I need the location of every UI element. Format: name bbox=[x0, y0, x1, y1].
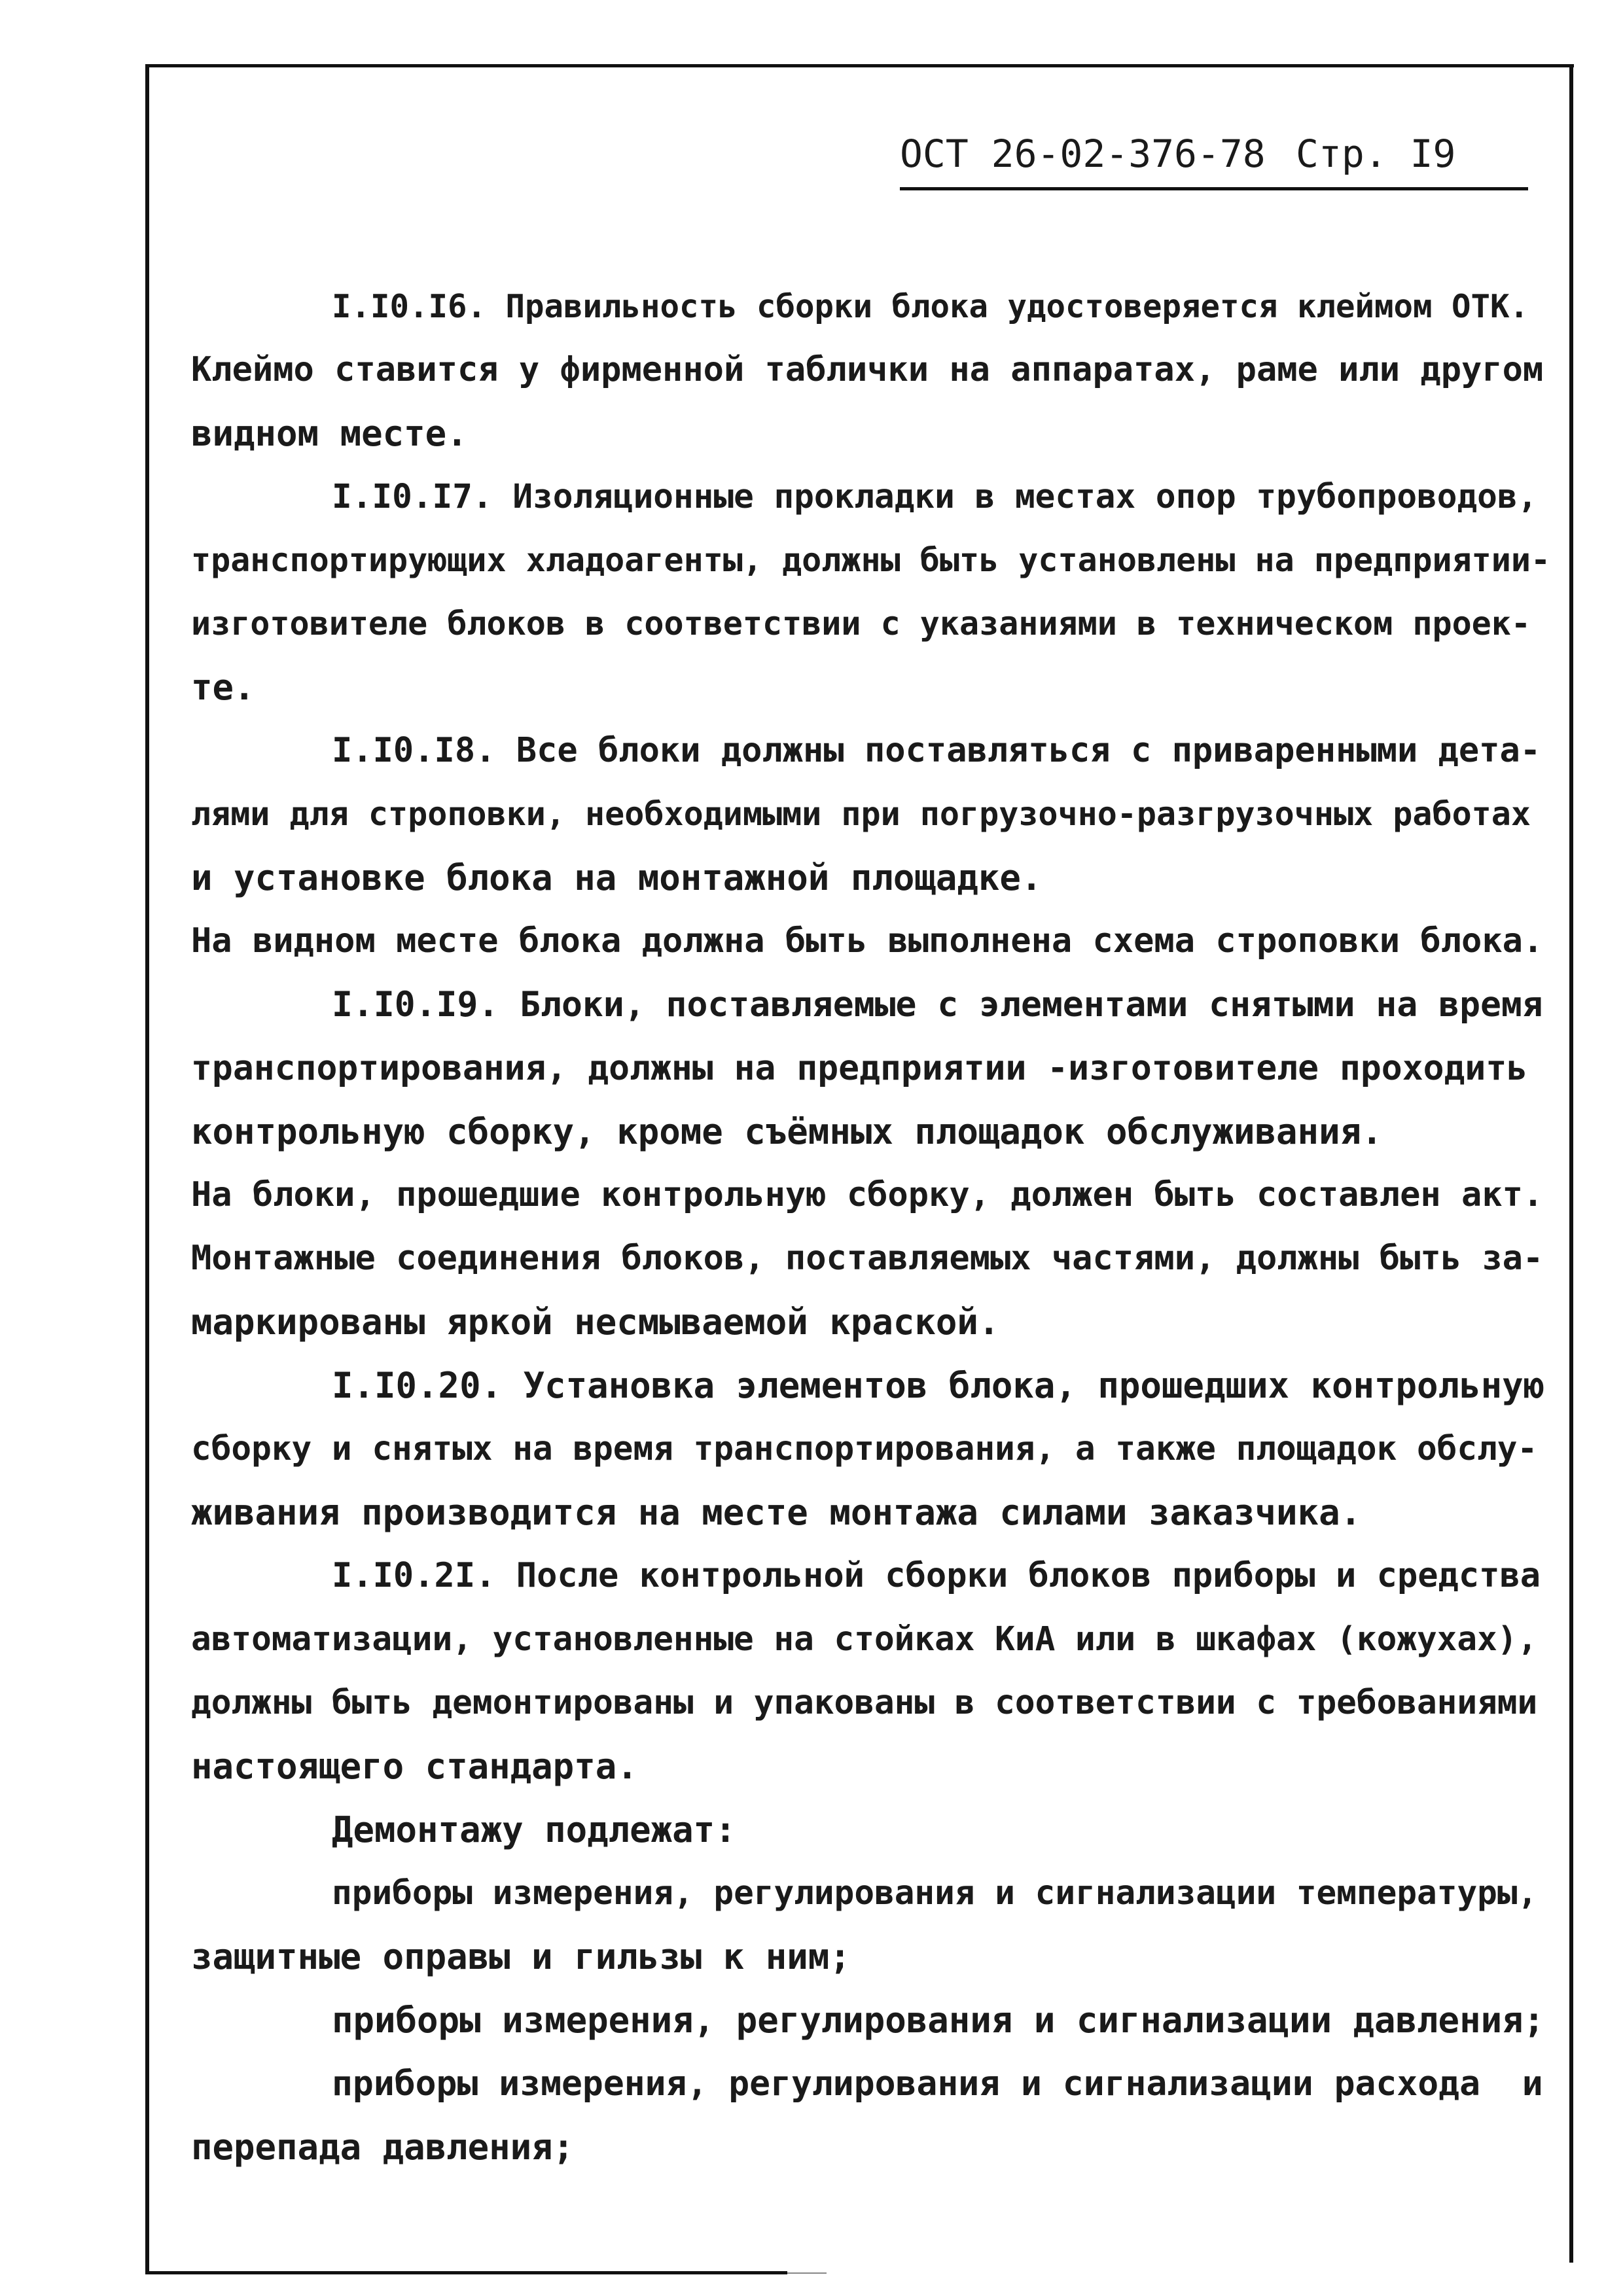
text-line: I.I0.2I. После контрольной сборки блоков приборы и средства bbox=[332, 1556, 1541, 1595]
page-number: Стр. I9 bbox=[1296, 132, 1456, 176]
text-line: автоматизации, установленные на стойках КиА или в шкафах (кожухах), bbox=[191, 1620, 1538, 1659]
header-underline bbox=[900, 187, 1528, 190]
text-line: I.I0.I6. Правильность сборки блока удостоверяется клеймом ОТК. bbox=[332, 288, 1529, 325]
document-body bbox=[191, 275, 1552, 2179]
text-line: защитные оправы и гильзы к ним; bbox=[191, 1936, 851, 1977]
text-line: транспортирования, должны на предприятии -изготовителе проходить bbox=[191, 1048, 1528, 1088]
text-line: изготовителе блоков в соответствии с указаниями в техническом проек- bbox=[191, 605, 1531, 643]
text-line: приборы измерения, регулирования и сигнализации расхода и bbox=[332, 2064, 1543, 2104]
frame-top-border bbox=[147, 64, 1574, 67]
text-line: транспортирующих хладоагенты, должны быть установлены на предприятии- bbox=[191, 541, 1551, 579]
text-line: I.I0.I7. Изоляционные прокладки в местах опор трубопроводов, bbox=[332, 478, 1538, 516]
text-line: видном месте. bbox=[191, 413, 468, 454]
text-line: лями для строповки, необходимыми при погрузочно-разгрузочных работах bbox=[191, 795, 1531, 833]
text-line: Клеймо ставится у фирменной таблички на аппаратах, раме или другом bbox=[191, 350, 1544, 389]
text-line: I.I0.I8. Все блоки должны поставляться с приваренными дета- bbox=[332, 731, 1541, 770]
text-line: настоящего стандарта. bbox=[191, 1746, 638, 1787]
text-line: живания производится на месте монтажа силами заказчика. bbox=[191, 1492, 1362, 1533]
frame-bottom-border-faint bbox=[787, 2272, 827, 2274]
text-line: маркированы яркой несмываемой краской. bbox=[191, 1301, 1000, 1343]
document-code: ОСТ 26-02-376-78 bbox=[900, 132, 1266, 176]
text-line: перепада давления; bbox=[191, 2127, 575, 2168]
text-line: I.I0.20. Установка элементов блока, прошедших контрольную bbox=[332, 1365, 1545, 1406]
text-line: На блоки, прошедшие контрольную сборку, должен быть составлен акт. bbox=[191, 1175, 1544, 1214]
text-line: На видном месте блока должна быть выполнена схема строповки блока. bbox=[191, 921, 1544, 961]
text-line: Монтажные соединения блоков, поставляемых частями, должны быть за- bbox=[191, 1239, 1544, 1278]
text-line: Демонтажу подлежат: bbox=[332, 1809, 736, 1850]
frame-right-border bbox=[1569, 64, 1573, 2263]
text-line: сборку и снятых на время транспортирования, а также площадок обслу- bbox=[191, 1430, 1538, 1468]
text-line: контрольную сборку, кроме съёмных площадок обслуживания. bbox=[191, 1111, 1383, 1152]
text-line: приборы измерения, регулирования и сигнализации температуры, bbox=[332, 1874, 1538, 1913]
text-line: приборы измерения, регулирования и сигнализации давления; bbox=[332, 2000, 1545, 2041]
text-line: должны быть демонтированы и упакованы в соответствии с требованиями bbox=[191, 1684, 1538, 1722]
text-line: и установке блока на монтажной площадке. bbox=[191, 857, 1043, 898]
frame-left-border bbox=[145, 64, 149, 2274]
text-line: те. bbox=[191, 667, 255, 708]
frame-bottom-border bbox=[149, 2271, 787, 2274]
page-header bbox=[900, 124, 1528, 183]
text-line: I.I0.I9. Блоки, поставляемые с элементами снятыми на время bbox=[332, 985, 1543, 1025]
